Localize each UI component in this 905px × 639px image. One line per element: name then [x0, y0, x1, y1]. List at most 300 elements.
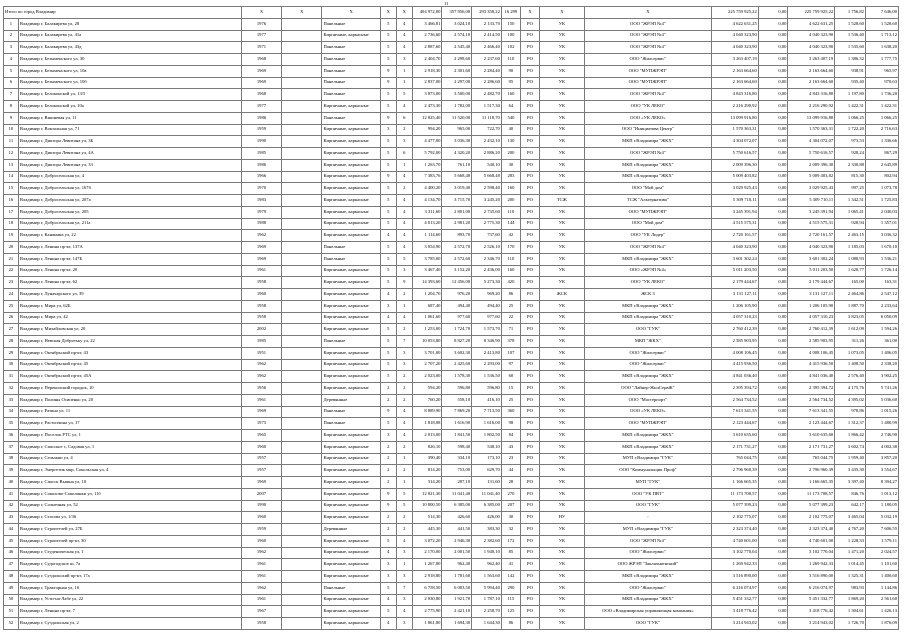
table-cell-s1: 814,20	[412, 465, 442, 477]
table-cell-year: 1967	[241, 606, 281, 618]
table-cell-s2: 2 297,00	[442, 77, 472, 89]
table-cell-p: 60	[501, 371, 520, 383]
table-cell-t1: 2 163 664,60	[712, 65, 759, 77]
table-cell-f: 5	[380, 136, 396, 148]
table-cell-addr: Владимир г, Ленина пр-кт, 62	[18, 277, 241, 289]
table-cell-x1	[282, 418, 322, 430]
table-cell-s1: 3 873,00	[412, 89, 442, 101]
table-row	[4, 582, 899, 594]
table-cell-t1: 4 304 072,07	[712, 136, 759, 148]
table-cell-t2: 0,00	[758, 500, 788, 512]
table-row	[4, 453, 899, 465]
table-cell-s3: 548,10	[472, 441, 502, 453]
table-cell-e: 5	[396, 488, 412, 500]
table-cell-mat: Панельные	[322, 418, 380, 430]
table-cell-n: 13	[4, 159, 19, 171]
table-cell-t1: 2 760 412,39	[712, 324, 759, 336]
table-cell-s2: 1 616,90	[442, 418, 472, 430]
table-cell-org: ООО "УК ЛЕКО"	[584, 277, 711, 289]
table-cell-s2: 3 715,70	[442, 195, 472, 207]
table-cell-s3: 2 526,10	[472, 242, 502, 254]
table-cell-own: РО	[520, 277, 539, 289]
table-cell-t4: 983,93	[835, 582, 866, 594]
table-cell-e: 4	[396, 535, 412, 547]
table-cell-s1: 3 467,40	[412, 265, 442, 277]
table-cell-org: ООО "ГУК"	[584, 500, 711, 512]
table-cell-f: 5	[380, 206, 396, 218]
table-cell-addr: Владимир г, Сельмаш ул, 4	[18, 453, 241, 465]
table-cell-mat: Кирпичные, каркасные	[322, 500, 380, 512]
table-cell-t1: 3 418 776,42	[712, 606, 759, 618]
table-cell-addr: Владимир г, Ленина пр-кт, 7	[18, 606, 241, 618]
table-cell-t5: 1 670,10	[865, 242, 898, 254]
table-cell-year: 1986	[241, 159, 281, 171]
table-cell-mat: Кирпичные, каркасные	[322, 571, 380, 583]
table-cell-t5: 1 406,05	[865, 347, 898, 359]
table-row	[4, 230, 899, 242]
table-cell-f: 3	[380, 300, 396, 312]
table-cell-n: 26	[4, 312, 19, 324]
table-cell-own: РО	[520, 183, 539, 195]
table-cell-e: 3	[396, 347, 412, 359]
table-cell-s1: 994,20	[412, 124, 442, 136]
page-number: 11	[444, 1, 449, 6]
table-cell-e: 5	[396, 253, 412, 265]
table-cell-fund: УК	[540, 371, 585, 383]
table-cell-org: МУП г.Владимира "ГУК"	[584, 453, 711, 465]
table-cell-p: 110	[501, 206, 520, 218]
table-cell-t2: 0,00	[758, 77, 788, 89]
table-cell-x1	[282, 206, 322, 218]
table-row	[4, 524, 899, 536]
table-cell-org: МКП г.Владимира "ЖКХ"	[584, 594, 711, 606]
table-cell-addr: Владимир г, Кананина ул, 22	[18, 230, 241, 242]
table-cell-t4: 1 422,31	[835, 101, 866, 113]
table-cell-s1: 2 837,00	[412, 77, 442, 89]
table-cell-fund: УК	[540, 430, 585, 442]
total-cell: 1 756,82	[835, 7, 866, 19]
table-cell-x1	[282, 54, 322, 66]
table-cell-s1: 2 404,70	[412, 54, 442, 66]
table-cell-t2: 0,00	[758, 336, 788, 348]
table-cell-own: РО	[520, 406, 539, 418]
table-cell-t4: 1 959,40	[835, 453, 866, 465]
table-cell-t4: 1 887,70	[835, 300, 866, 312]
table-cell-x1	[282, 242, 322, 254]
table-cell-x1	[282, 112, 322, 124]
table-cell-t2: 0,00	[758, 265, 788, 277]
table-cell-p: 200	[501, 148, 520, 160]
table-cell-e: 1	[396, 477, 412, 489]
table-cell-year: 1961	[241, 394, 281, 406]
table-row	[4, 371, 899, 383]
table-cell-x1	[282, 465, 322, 477]
table-cell-f: 5	[380, 18, 396, 30]
table-cell-s3: 2 286,60	[472, 77, 502, 89]
table-cell-s3: 2 346,70	[472, 253, 502, 265]
table-cell-t4: 846,76	[835, 488, 866, 500]
table-cell-t5: 970,63	[865, 77, 898, 89]
table-cell-n: 25	[4, 300, 19, 312]
total-row	[4, 7, 899, 19]
table-cell-s3: 2 414,50	[472, 30, 502, 42]
table-cell-mat: Кирпичные, каркасные	[322, 547, 380, 559]
table-cell-t3: 3 418 776,42	[788, 606, 835, 618]
table-cell-t2: 0,00	[758, 441, 788, 453]
table-cell-fund: УК	[540, 594, 585, 606]
table-cell-org: ООО "Лайнер-ЖилСервЖ"	[584, 383, 711, 395]
table-cell-t1: 4 515 575,31	[712, 218, 759, 230]
table-cell-n: 2	[4, 30, 19, 42]
table-row	[4, 171, 899, 183]
table-cell-e: 3	[396, 571, 412, 583]
table-cell-t1: 2 564 734,52	[712, 394, 759, 406]
table-cell-s1: 594,20	[412, 383, 442, 395]
table-cell-t2: 0,00	[758, 383, 788, 395]
table-cell-own: РО	[520, 30, 539, 42]
table-cell-p: 23	[501, 453, 520, 465]
table-cell-t1: 2 323 374,40	[712, 524, 759, 536]
table-cell-s2: 3 036,30	[442, 136, 472, 148]
table-cell-t5: 7 606,55	[865, 524, 898, 536]
table-cell-n: 9	[4, 112, 19, 124]
table-cell-t3: 2 395 394,72	[788, 383, 835, 395]
table-cell-fund: УК	[540, 101, 585, 113]
table-cell-n: 15	[4, 183, 19, 195]
table-cell-own: РО	[520, 136, 539, 148]
table-cell-x1	[282, 65, 322, 77]
table-row	[4, 336, 899, 348]
table-cell-n: 12	[4, 148, 19, 160]
table-cell-e: 4	[396, 242, 412, 254]
table-cell-p: 144	[501, 218, 520, 230]
table-row	[4, 488, 899, 500]
table-cell-p: 86	[501, 289, 520, 301]
total-cell: 16 299	[501, 7, 520, 19]
table-cell-p: 160	[501, 183, 520, 195]
table-cell-t2: 0,00	[758, 371, 788, 383]
table-cell-t2: 0,00	[758, 42, 788, 54]
table-cell-mat: Кирпичные, каркасные	[322, 277, 380, 289]
table-cell-org: ООО «УК ЛЕКО»	[584, 112, 711, 124]
table-cell-t3: 4 843 316,80	[788, 89, 835, 101]
table-cell-fund: УК	[540, 488, 585, 500]
table-cell-t5: 2 645,89	[865, 159, 898, 171]
table-cell-t3: 4 415 936,50	[788, 359, 835, 371]
table-cell-year: 1958	[241, 277, 281, 289]
table-cell-f: 5	[380, 582, 396, 594]
table-cell-fund: ЖСК	[540, 289, 585, 301]
table-cell-mat: Кирпичные, каркасные	[322, 535, 380, 547]
table-cell-org: ООО "ЖРЭП №4"	[584, 18, 711, 30]
table-cell-t4: 1 080,93	[835, 253, 866, 265]
table-cell-s1: 2 736,60	[412, 30, 442, 42]
table-cell-fund: УК	[540, 18, 585, 30]
table-cell-org: ООО "УК Лидер"	[584, 230, 711, 242]
table-cell-e: 4	[396, 30, 412, 42]
table-cell-e: 4	[396, 101, 412, 113]
table-row	[4, 112, 899, 124]
table-cell-x1	[282, 18, 322, 30]
table-cell-mat: Панельные	[322, 582, 380, 594]
table-cell-s2: 1 781,60	[442, 571, 472, 583]
table-cell-s2: 3 019,40	[442, 183, 472, 195]
table-row	[4, 136, 899, 148]
table-cell-p: 41	[501, 559, 520, 571]
table-row	[4, 359, 899, 371]
table-cell-own: РО	[520, 265, 539, 277]
table-cell-t2: 0,00	[758, 465, 788, 477]
table-cell-s3: 1 536,50	[472, 371, 502, 383]
table-cell-e: 1	[396, 453, 412, 465]
table-cell-f: 5	[380, 347, 396, 359]
table-cell-t3: 1 269 942,33	[788, 559, 835, 571]
table-cell-s3: 2 382,60	[472, 535, 502, 547]
table-cell-own: РО	[520, 477, 539, 489]
table-cell-t5: 5 036,60	[865, 394, 898, 406]
table-cell-t1: 1 206 105,90	[712, 300, 759, 312]
table-cell-mat: Кирпичные, каркасные	[322, 371, 380, 383]
table-cell-t1: 2 720 161,57	[712, 230, 759, 242]
table-cell-x1	[282, 500, 322, 512]
table-cell-own: РО	[520, 195, 539, 207]
table-cell-t2: 0,00	[758, 406, 788, 418]
table-cell-s3: 2 237,60	[472, 54, 502, 66]
table-cell-t4: 3 602,74	[835, 441, 866, 453]
table-cell-mat: Кирпичные, каркасные	[322, 171, 380, 183]
table-cell-s3: 1 563,60	[472, 571, 502, 583]
table-cell-s2: 2 298,60	[442, 54, 472, 66]
table-cell-t1: 4 415 936,50	[712, 359, 759, 371]
table-row	[4, 30, 899, 42]
table-cell-s2: 965,00	[442, 124, 472, 136]
table-cell-n: 38	[4, 453, 19, 465]
table-cell-p: 200	[501, 195, 520, 207]
table-cell-s2: 441,50	[442, 524, 472, 536]
table-cell-n: 31	[4, 371, 19, 383]
table-cell-year: 1965	[241, 430, 281, 442]
table-cell-x1	[282, 406, 322, 418]
table-cell-t1: 3 131 127,11	[712, 289, 759, 301]
table-cell-t5: 1 426,13	[865, 606, 898, 618]
table-cell-n: 1	[4, 18, 19, 30]
table-cell-s1: 3 701,00	[412, 347, 442, 359]
table-cell-org: ООО "МУПЖРЭП"	[584, 206, 711, 218]
table-cell-x1	[282, 148, 322, 160]
table-cell-p: 86	[501, 618, 520, 630]
table-cell-fund: УК	[540, 441, 585, 453]
table-row	[4, 465, 899, 477]
table-cell-mat: Кирпичные, каркасные	[322, 218, 380, 230]
table-row	[4, 265, 899, 277]
table-cell-p: 420	[501, 277, 520, 289]
table-cell-org: ООО "Жилсервис"	[584, 547, 711, 559]
table-cell-n: 51	[4, 606, 19, 618]
table-cell-addr: Владимир г, Студеническая ул, 1	[18, 547, 241, 559]
table-cell-t1: 2 395 394,72	[712, 383, 759, 395]
table-cell-f: 3	[380, 430, 396, 442]
table-row	[4, 512, 899, 524]
table-cell-mat: Кирпичные, каркасные	[322, 430, 380, 442]
table-cell-t4: 1 197,80	[835, 89, 866, 101]
table-cell-year: 1962	[241, 359, 281, 371]
table-cell-s1: 14 393,60	[412, 277, 442, 289]
table-cell-t2: 0,00	[758, 559, 788, 571]
table-cell-t1: 2 216 290,92	[712, 101, 759, 113]
table-cell-p: 207	[501, 500, 520, 512]
table-cell-t1: 4 040 323,90	[712, 42, 759, 54]
table-cell-s2: 3 500,00	[442, 89, 472, 101]
table-cell-x1	[282, 488, 322, 500]
table-cell-mat: Кирпичные, каркасные	[322, 594, 380, 606]
table-cell-year: 1969	[241, 477, 281, 489]
table-cell-x1	[282, 159, 322, 171]
table-cell-org: ООО "Жилсервис"	[584, 582, 711, 594]
table-cell-s2: 2 572,60	[442, 253, 472, 265]
table-cell-mat: Панельные	[322, 406, 380, 418]
table-cell-t5: 2 233,64	[865, 300, 898, 312]
table-cell-n: 41	[4, 488, 19, 500]
table-cell-e: 2	[396, 512, 412, 524]
table-cell-own: РО	[520, 547, 539, 559]
table-cell-org: ООО "Коммунальщик Проф"	[584, 465, 711, 477]
table-cell-f: 5	[380, 371, 396, 383]
table-cell-t3: 2 123 444,67	[788, 418, 835, 430]
table-cell-t4: 1 471,20	[835, 547, 866, 559]
table-cell-e: 9	[396, 277, 412, 289]
table-cell-mat: Кирпичные, каркасные	[322, 324, 380, 336]
table-cell-addr: Владимир г, Добросельская ул, 205	[18, 206, 241, 218]
table-cell-t5: 2 716,63	[865, 124, 898, 136]
table-cell-mat: Панельные	[322, 112, 380, 124]
table-cell-p: 170	[501, 242, 520, 254]
table-cell-s1: 4 013,20	[412, 218, 442, 230]
table-cell-f: 5	[380, 42, 396, 54]
table-cell-addr: Владимир г, Соколово-Соколинки ул, 11б	[18, 488, 241, 500]
table-cell-year: 1962	[241, 371, 281, 383]
table-cell-t3: 3 029 925,43	[788, 183, 835, 195]
table-cell-t4: 4 395,02	[835, 394, 866, 406]
table-cell-s3: 5 668,48	[472, 171, 502, 183]
table-cell-own: РО	[520, 594, 539, 606]
table-cell-p: 95	[501, 77, 520, 89]
table-cell-year: 1969	[241, 77, 281, 89]
table-cell-t5: 1 101,60	[865, 559, 898, 571]
table-cell-p: 40	[501, 124, 520, 136]
table-cell-own: РО	[520, 230, 539, 242]
table-cell-t5: 2 024,57	[865, 547, 898, 559]
table-cell-addr: Владимир г, Мира ул, 62Б	[18, 300, 241, 312]
table-cell-e: 2	[396, 124, 412, 136]
table-cell-t1: 7 613 341,55	[712, 406, 759, 418]
table-cell-t1: 3 102 770,04	[712, 547, 759, 559]
table-cell-org: ООО "Мой дом"	[584, 183, 711, 195]
table-cell-n: 14	[4, 171, 19, 183]
table-cell-s1: 1 253,00	[412, 324, 442, 336]
table-cell-s2: 2 574,10	[442, 30, 472, 42]
table-cell-addr: Владимир г, Строителей ул, 27Б	[18, 524, 241, 536]
table-cell-mat: Кирпичные, каркасные	[322, 383, 380, 395]
table-cell-t2: 0,00	[758, 277, 788, 289]
table-cell-own: РО	[520, 618, 539, 630]
table-cell-fund: УК	[540, 571, 585, 583]
table-cell-fund: УК	[540, 606, 585, 618]
table-cell-org: МКП г.Владимира "ЖКХ"	[584, 430, 711, 442]
table-cell-s1: 2 918,80	[412, 571, 442, 583]
table-cell-s1: 8 889,90	[412, 406, 442, 418]
table-cell-fund: УК	[540, 230, 585, 242]
table-cell-x1	[282, 195, 322, 207]
table-row	[4, 289, 899, 301]
table-cell-org: ООО «ЖРЭП №4»	[584, 265, 711, 277]
table-cell-own: РО	[520, 418, 539, 430]
table-cell-x1	[282, 453, 322, 465]
table-cell-addr: Владимир г, Ленина пр-кт, 147Б	[18, 253, 241, 265]
table-cell-p: 30	[501, 159, 520, 171]
table-cell-fund: УК	[540, 453, 585, 465]
table-cell-p: 142	[501, 571, 520, 583]
table-cell-f: 5	[380, 218, 396, 230]
table-cell-e: 3	[396, 618, 412, 630]
total-cell: X	[396, 7, 412, 19]
table-cell-t5: 8 394,27	[865, 477, 898, 489]
table-cell-addr: Владимир г, Белоконской ул, 10а	[18, 101, 241, 113]
table-cell-e: 4	[396, 430, 412, 442]
table-cell-t2: 0,00	[758, 524, 788, 536]
table-cell-s2: 334,10	[442, 453, 472, 465]
table-cell-p: 130	[501, 136, 520, 148]
total-cell: 225 759 925,22	[788, 7, 835, 19]
table-cell-e: 4	[396, 406, 412, 418]
table-cell-fund: УК	[540, 477, 585, 489]
table-cell-org: ООО "Мастерпорт"	[584, 394, 711, 406]
table-cell-own: РО	[520, 500, 539, 512]
table-cell-org: ООО "ЖРЭП №4"	[584, 30, 711, 42]
table-cell-s1: 514,30	[412, 512, 442, 524]
table-cell-s1: 1 204,70	[412, 289, 442, 301]
table-cell-addr: Владимир г, Солнечная ул, 52	[18, 500, 241, 512]
table-cell-mat: Кирпичные, каркасные	[322, 300, 380, 312]
table-cell-addr: Владимир г, Строителей пр-кт, 30	[18, 535, 241, 547]
table-cell-fund: УК	[540, 336, 585, 348]
table-cell-t4: 938,91	[835, 65, 866, 77]
table-cell-own: РО	[520, 218, 539, 230]
table-cell-mat: Кирпичные, каркасные	[322, 359, 380, 371]
table-cell-e: 2	[396, 183, 412, 195]
table-cell-t2: 0,00	[758, 535, 788, 547]
table-cell-s1: 2 030,80	[412, 594, 442, 606]
table-cell-n: 21	[4, 253, 19, 265]
table-cell-f: 5	[380, 89, 396, 101]
table-cell-t1: 13 099 916,80	[712, 112, 759, 124]
table-cell-t2: 0,00	[758, 101, 788, 113]
table-cell-t1: 3 245 391,94	[712, 206, 759, 218]
table-cell-e: 3	[396, 265, 412, 277]
total-cell: X	[380, 7, 396, 19]
table-cell-n: 28	[4, 336, 19, 348]
table-cell-x1	[282, 347, 322, 359]
table-cell-x1	[282, 324, 322, 336]
table-cell-s3: 2 775,30	[472, 218, 502, 230]
table-cell-t5: 3 554,67	[865, 465, 898, 477]
table-cell-s1: 2 170,00	[412, 547, 442, 559]
table-row	[4, 535, 899, 547]
table-cell-t2: 0,00	[758, 183, 788, 195]
table-cell-s3: 962,40	[472, 559, 502, 571]
table-cell-year: 1960	[241, 535, 281, 547]
table-row	[4, 430, 899, 442]
table-cell-x1	[282, 383, 322, 395]
